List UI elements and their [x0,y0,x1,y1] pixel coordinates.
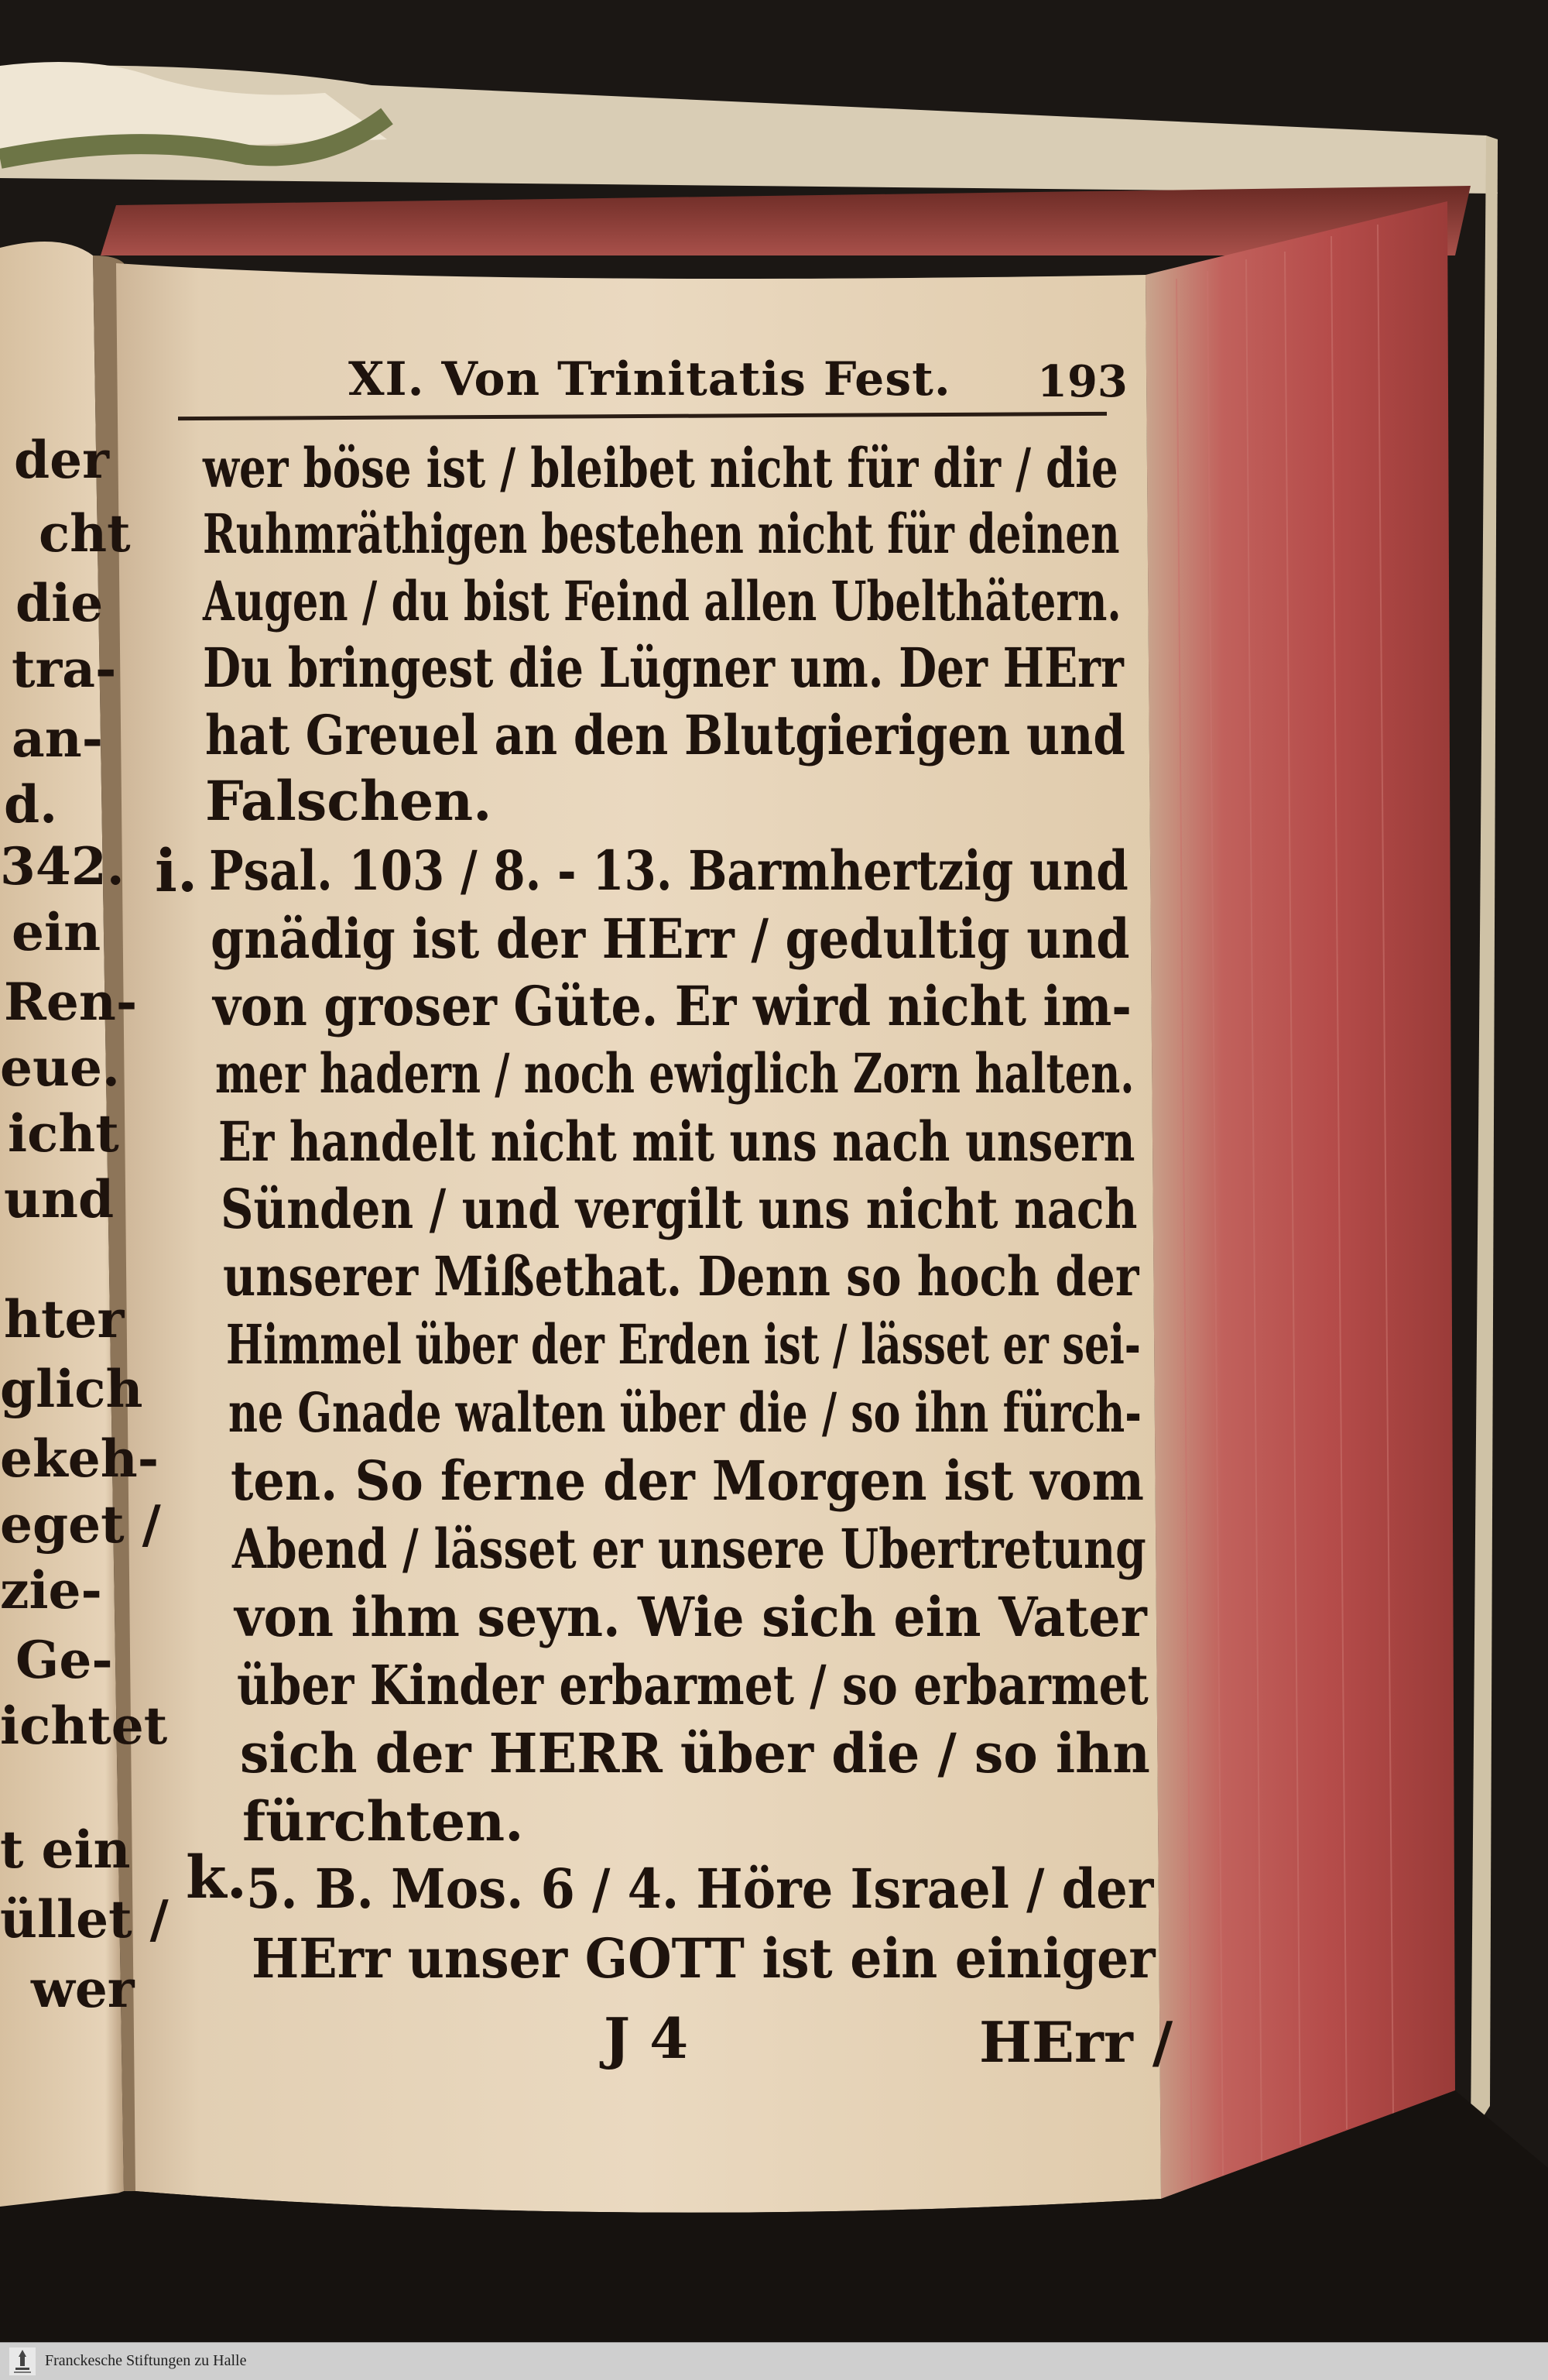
text-line: Du bringest die Lügner um. Der HErr [203,636,1124,700]
left-fragment: eue. [0,1037,120,1098]
left-fragment: Ren- [4,972,138,1032]
text-line: gnädig ist der HErr / gedultig und [211,907,1130,971]
head-rule [178,412,1107,420]
left-fragment: hter [4,1289,125,1349]
text-line: Augen / du bist Feind allen Ubelthätern. [203,569,1122,633]
margin-marker: i. [155,836,198,905]
left-fragment: t ein [0,1819,131,1880]
signature-mark: J 4 [604,2005,689,2071]
left-fragment: icht [8,1103,119,1164]
left-fragment: glich [0,1359,143,1419]
left-fragment: zie- [0,1560,102,1620]
text-line: mer hadern / noch ewiglich Zorn halten. [215,1041,1135,1106]
text-line: Falschen. [205,769,492,833]
text-line: sich der HERR über die / so ihn [240,1721,1150,1785]
text-line: von ihm seyn. Wie sich ein Vater [235,1585,1147,1649]
text-line: Psal. 103 / 8. - 13. Barmhertzig und [209,838,1128,903]
text-line: von groser Güte. Er wird nicht im- [213,974,1132,1038]
text-line: Sünden / und vergilt uns nicht nach [221,1177,1138,1241]
left-fragment: der [14,430,109,490]
left-fragment: Ge- [15,1630,113,1690]
text-line: Abend / lässet er unsere Ubertretung [232,1517,1146,1581]
page-number: 193 [1037,356,1128,407]
footer-bar [0,2342,1548,2380]
margin-marker: k. [186,1843,248,1912]
text-line: über Kinder erbarmet / so erbarmet [237,1653,1149,1717]
left-fragment: d. [4,774,58,835]
left-fragment: eget / [0,1494,161,1555]
text-line: Er handelt nicht mit uns nach unsern [218,1109,1135,1174]
left-fragment: 342. [0,836,125,897]
institution-logo-icon [9,2347,36,2375]
left-fragment: ekeh- [0,1428,159,1489]
left-fragment: tra- [12,639,117,699]
left-fragment: cht [39,503,131,564]
text-line: ten. So ferne der Morgen ist vom [231,1449,1144,1513]
text-line: hat Greuel an den Blutgierigen und [205,703,1125,767]
running-head: XI. Von Trinitatis Fest. [348,352,951,406]
text-line: 5. B. Mos. 6 / 4. Höre Israel / der [246,1857,1154,1921]
text-line: unserer Mißethat. Denn so hoch der [223,1244,1139,1308]
catchword: HErr / [979,2009,1173,2075]
text-line: Himmel über der Erden ist / lässet er sei- [226,1312,1141,1377]
text-line: wer böse ist / bleibet nicht für dir / die [203,436,1118,500]
text-line: ne Gnade walten über die / so ihn fürch- [228,1380,1142,1445]
text-line: HErr unser GOTT ist ein einiger [252,1926,1156,1991]
left-fragment: und [4,1169,115,1229]
text-line: Ruhmräthigen bestehen nicht für deinen [203,502,1120,566]
left-fragment: ichtet [0,1696,168,1756]
left-fragment: üllet / [0,1889,169,1950]
left-fragment: die [15,573,104,633]
left-fragment: wer [31,1959,135,2019]
text-line: fürchten. [242,1789,524,1854]
left-fragment: ein [12,902,101,962]
left-fragment: an- [12,708,104,769]
footer-institution: Franckesche Stiftungen zu Halle [45,2352,247,2369]
